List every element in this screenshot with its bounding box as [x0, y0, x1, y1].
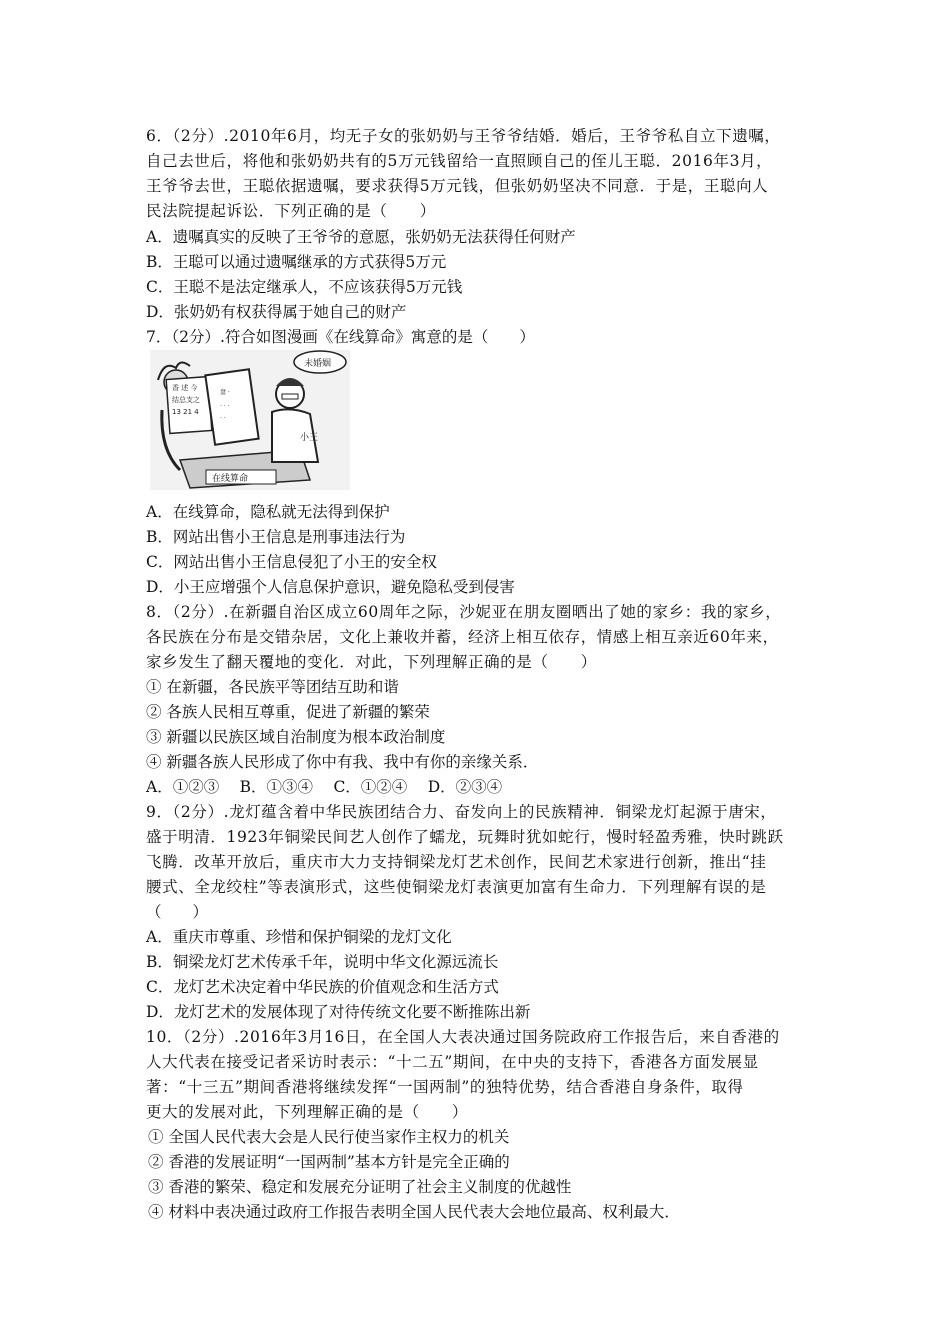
cartoon-person-label: 小王	[300, 433, 319, 443]
cartoon-bubble-text: 未婚姻	[304, 359, 332, 369]
q8-stem-line-3: 家乡发生了翻天覆地的变化．对此，下列理解正确的是（ ）	[146, 653, 597, 671]
q10-stem-line-1: 10．（2分）.2016年3月16日，在全国人大表决通过国务院政府工作报告后，来自香港的	[146, 1028, 780, 1046]
q7-option-c: C．网站出售小王信息侵犯了小王的安全权	[146, 553, 437, 571]
q6-stem-line-3: 王爷爷去世，王聪依据遗嘱，要求获得5万元钱，但张奶奶坚决不同意．于是，王聪向人	[146, 177, 769, 195]
q10-item-1: ① 全国人民代表大会是人民行使当家作主权力的机关	[148, 1128, 510, 1146]
q10-item-4: ④ 材料中表决通过政府工作报告表明全国人民代表大会地位最高、权利最大．	[148, 1203, 680, 1221]
q9-option-a: A．重庆市尊重、珍惜和保护铜梁的龙灯文化	[146, 928, 452, 946]
q6-option-c: C．王聪不是法定继承人，不应该获得5万元钱	[146, 278, 463, 296]
q7-stem: 7．（2分）.符合如图漫画《在线算命》寓意的是（ ）	[146, 328, 535, 346]
svg-text:结总支之: 结总支之	[172, 396, 200, 404]
q10-item-3: ③ 香港的繁荣、稳定和发展充分证明了社会主义制度的优越性	[148, 1178, 572, 1196]
online-fortune-cartoon	[150, 350, 350, 490]
q6-stem-line-1: 6．（2分）.2010年6月，均无子女的张奶奶与王爷爷结婚．婚后，王爷爷私自立下遗嘱，	[146, 127, 781, 145]
q8-choices: A．①②③ B．①③④ C．①②④ D．②③④	[146, 778, 503, 796]
q9-stem-line-1: 9．（2分）.龙灯蕴含着中华民族团结合力、奋发向上的民族精神．铜梁龙灯起源于唐宋，	[146, 803, 777, 821]
cartoon-caption: 在线算命	[212, 474, 249, 484]
q6-stem-line-2: 自己去世后，将他和张奶奶共有的5万元钱留给一直照顾自己的侄儿王聪．2016年3月，	[146, 152, 773, 170]
q8-item-4: ④ 新疆各族人民形成了你中有我、我中有你的亲缘关系．	[146, 753, 539, 771]
svg-text:盘 ·: 盘 ·	[220, 389, 230, 396]
svg-text:· · ·: · · ·	[220, 403, 230, 410]
q9-stem-line-2: 盛于明清．1923年铜梁民间艺人创作了蠕龙，玩舞时犹如蛇行，慢时轻盈秀雅，快时跳跃	[146, 828, 784, 846]
q6-option-d: D．张奶奶有权获得属于她自己的财产	[146, 303, 407, 321]
q10-item-2: ② 香港的发展证明“一国两制”基本方针是完全正确的	[148, 1153, 510, 1171]
q6-option-a: A．遗嘱真实的反映了王爷爷的意愿，张奶奶无法获得任何财产	[146, 228, 576, 246]
q9-option-d: D．龙灯艺术的发展体现了对待传统文化要不断推陈出新	[146, 1003, 531, 1021]
q6-option-b: B．王聪可以通过遗嘱继承的方式获得5万元	[146, 253, 447, 271]
q8-stem-line-2: 各民族在分布是交错杂居，文化上兼收并蓄，经济上相互依存，情感上相互亲近60年来，	[146, 628, 779, 646]
svg-text:13 21 4: 13 21 4	[172, 408, 199, 416]
svg-text:· ·: · ·	[220, 415, 226, 422]
q8-item-3: ③ 新疆以民族区域自治制度为根本政治制度	[146, 728, 446, 746]
q8-stem-line-1: 8．（2分）.在新疆自治区成立60周年之际，沙妮亚在朋友圈晒出了她的家乡：我的家乡，	[146, 603, 782, 621]
q8-item-1: ① 在新疆，各民族平等团结互助和谐	[146, 678, 399, 696]
q9-option-b: B．铜梁龙灯艺术传承千年，说明中华文化源远流长	[146, 953, 499, 971]
q9-stem-line-5: （ ）	[146, 903, 209, 921]
q7-option-d: D．小王应增强个人信息保护意识，避免隐私受到侵害	[146, 578, 515, 596]
q7-option-a: A．在线算命，隐私就无法得到保护	[146, 503, 390, 521]
q10-stem-line-4: 更大的发展对此，下列理解正确的是（ ）	[146, 1103, 469, 1121]
q8-item-2: ② 各族人民相互尊重，促进了新疆的繁荣	[146, 703, 430, 721]
svg-text:香 述 今: 香 述 今	[172, 384, 198, 392]
q6-stem-line-4: 民法院提起诉讼．下列正确的是（ ）	[146, 202, 436, 220]
q9-option-c: C．龙灯艺术决定着中华民族的价值观念和生活方式	[146, 978, 499, 996]
q7-option-b: B．网站出售小王信息是刑事违法行为	[146, 528, 406, 546]
q10-stem-line-3: 著：“十三五”期间香港将继续发挥“一国两制”的独特优势，结合香港自身条件，取得	[146, 1078, 744, 1096]
q9-stem-line-4: 腰式、全龙绞柱”等表演形式，这些使铜梁龙灯表演更加富有生命力．下列理解有误的是	[146, 878, 767, 896]
q10-stem-line-2: 人大代表在接受记者采访时表示：“十二五”期间，在中央的支持下，香港各方面发展显	[146, 1053, 759, 1071]
q9-stem-line-3: 飞腾．改革开放后，重庆市大力支持铜梁龙灯艺术创作，民间艺术家进行创新，推出“挂	[146, 853, 767, 871]
